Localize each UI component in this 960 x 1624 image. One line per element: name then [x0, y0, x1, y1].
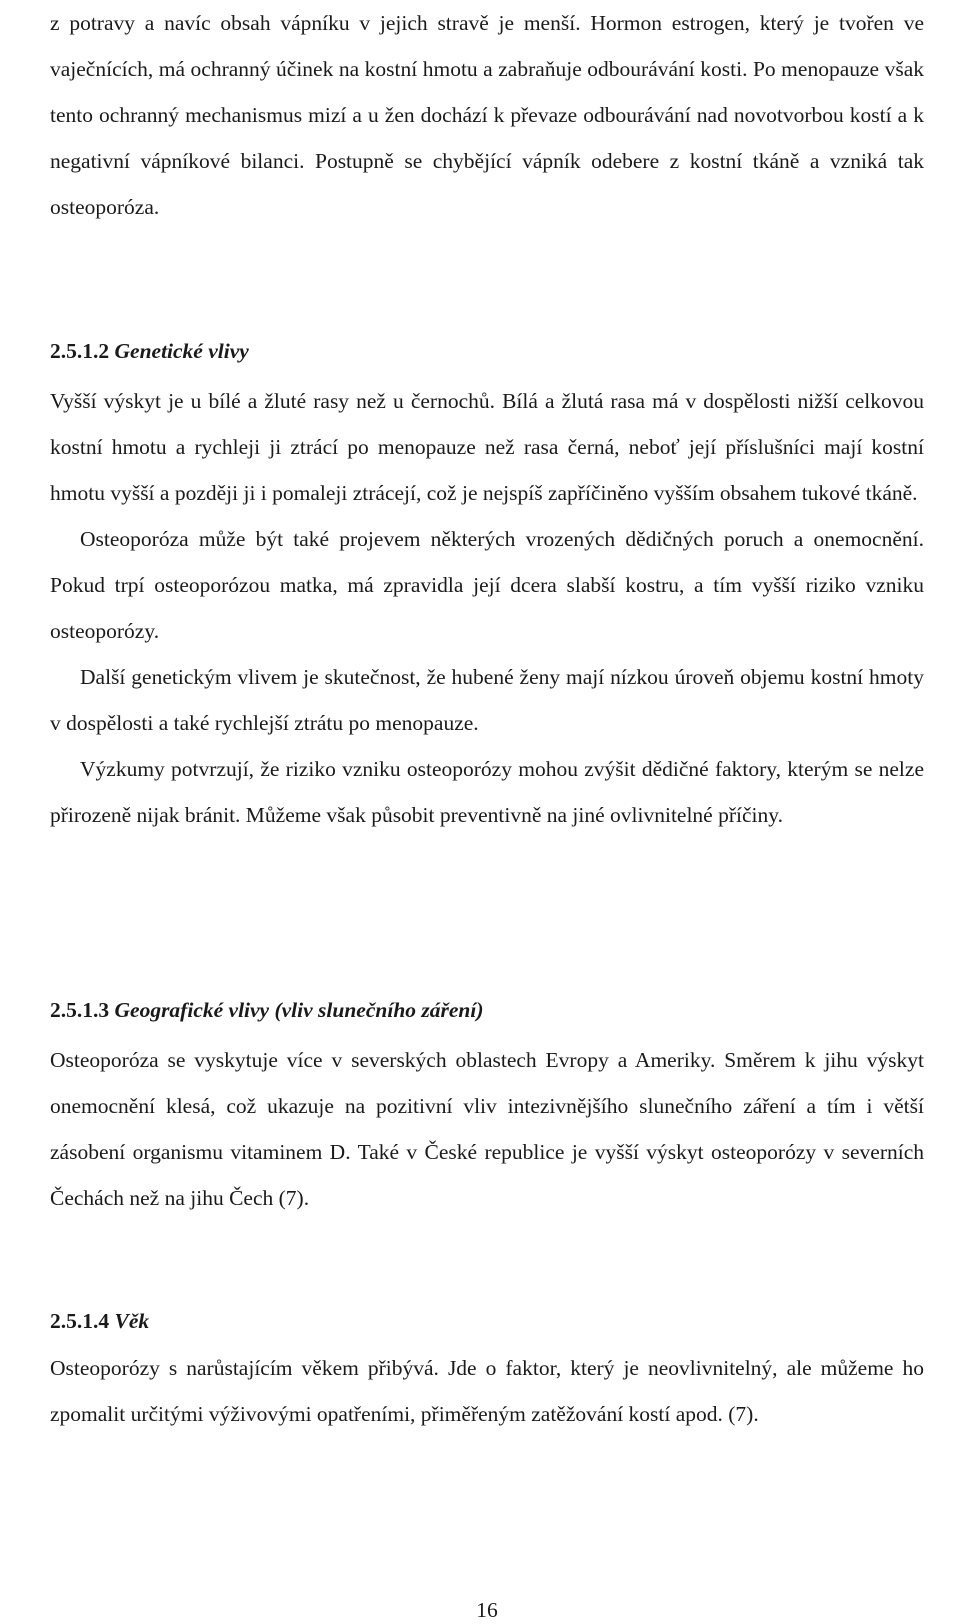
section-heading-age [50, 1306, 149, 1336]
section-body-age [50, 1345, 924, 1437]
section-number: 2.5.1.4 [50, 1309, 110, 1333]
section-title: Geografické vlivy (vliv slunečního záření) [114, 998, 484, 1022]
section-heading-genetic [50, 336, 249, 366]
section-number: 2.5.1.3 [50, 998, 110, 1022]
intro-block [50, 0, 924, 230]
paragraph: Další genetickým vlivem je skutečnost, že hubené ženy mají nízkou úroveň objemu kostní hmoty v dospělosti a také rychlejší ztrátu po menopauze. [50, 665, 924, 735]
section-body-genetic [50, 378, 924, 838]
section-title: Věk [114, 1309, 150, 1333]
section-title: Genetické vlivy [114, 339, 249, 363]
page-number: 16 [476, 1598, 498, 1622]
paragraph: Výzkumy potvrzují, že riziko vzniku osteoporózy mohou zvýšit dědičné faktory, kterým se nelze přirozeně nijak bránit. Můžeme však působit preventivně na jiné ovlivnitelné příčiny. [50, 757, 924, 827]
section-body-geographic [50, 1037, 924, 1221]
section-heading-geographic [50, 995, 484, 1025]
paragraph: Vyšší výskyt je u bílé a žluté rasy než u černochů. Bílá a žlutá rasa má v dospělosti nižší celkovou kostní hmotu a rychleji ji ztrácí po menopauze než rasa černá, neboť její příslušníci mají kostní hmotu vyšší a později ji i pomaleji ztrácejí, což je nejspíš zapříčiněno vyšším obsahem tukové tkáně. [50, 389, 924, 505]
paragraph: Osteoporózy s narůstajícím věkem přibývá. Jde o faktor, který je neovlivnitelný, ale můžeme ho zpomalit určitými výživovými opatřeními, přiměřeným zatěžování kostí apod. (7). [50, 1356, 924, 1426]
paragraph: Osteoporóza se vyskytuje více v severských oblastech Evropy a Ameriky. Směrem k jihu výskyt onemocnění klesá, což ukazuje na pozitivní vliv intezivnějšího slunečního záření a tím i větší zásobení organismu vitaminem D. Také v České republice je vyšší výskyt osteoporózy v severních Čechách než na jihu Čech (7). [50, 1048, 924, 1210]
paragraph: Osteoporóza může být také projevem některých vrozených dědičných poruch a onemocnění. Pokud trpí osteoporózou matka, má zpravidla její dcera slabší kostru, a tím vyšší riziko vzniku osteoporózy. [50, 527, 924, 643]
intro-paragraph: z potravy a navíc obsah vápníku v jejich stravě je menší. Hormon estrogen, který je tvořen ve vaječnících, má ochranný účinek na kostní hmotu a zabraňuje odbourávání kosti. Po menopauze však tento ochranný mechanismus mizí a u žen dochází k převaze odbourávání nad novotvorbou kostí a k negativní vápníkové bilanci. Postupně se chybějící vápník odebere z kostní tkáně a vzniká tak osteoporóza. [50, 11, 924, 219]
section-number: 2.5.1.2 [50, 339, 110, 363]
